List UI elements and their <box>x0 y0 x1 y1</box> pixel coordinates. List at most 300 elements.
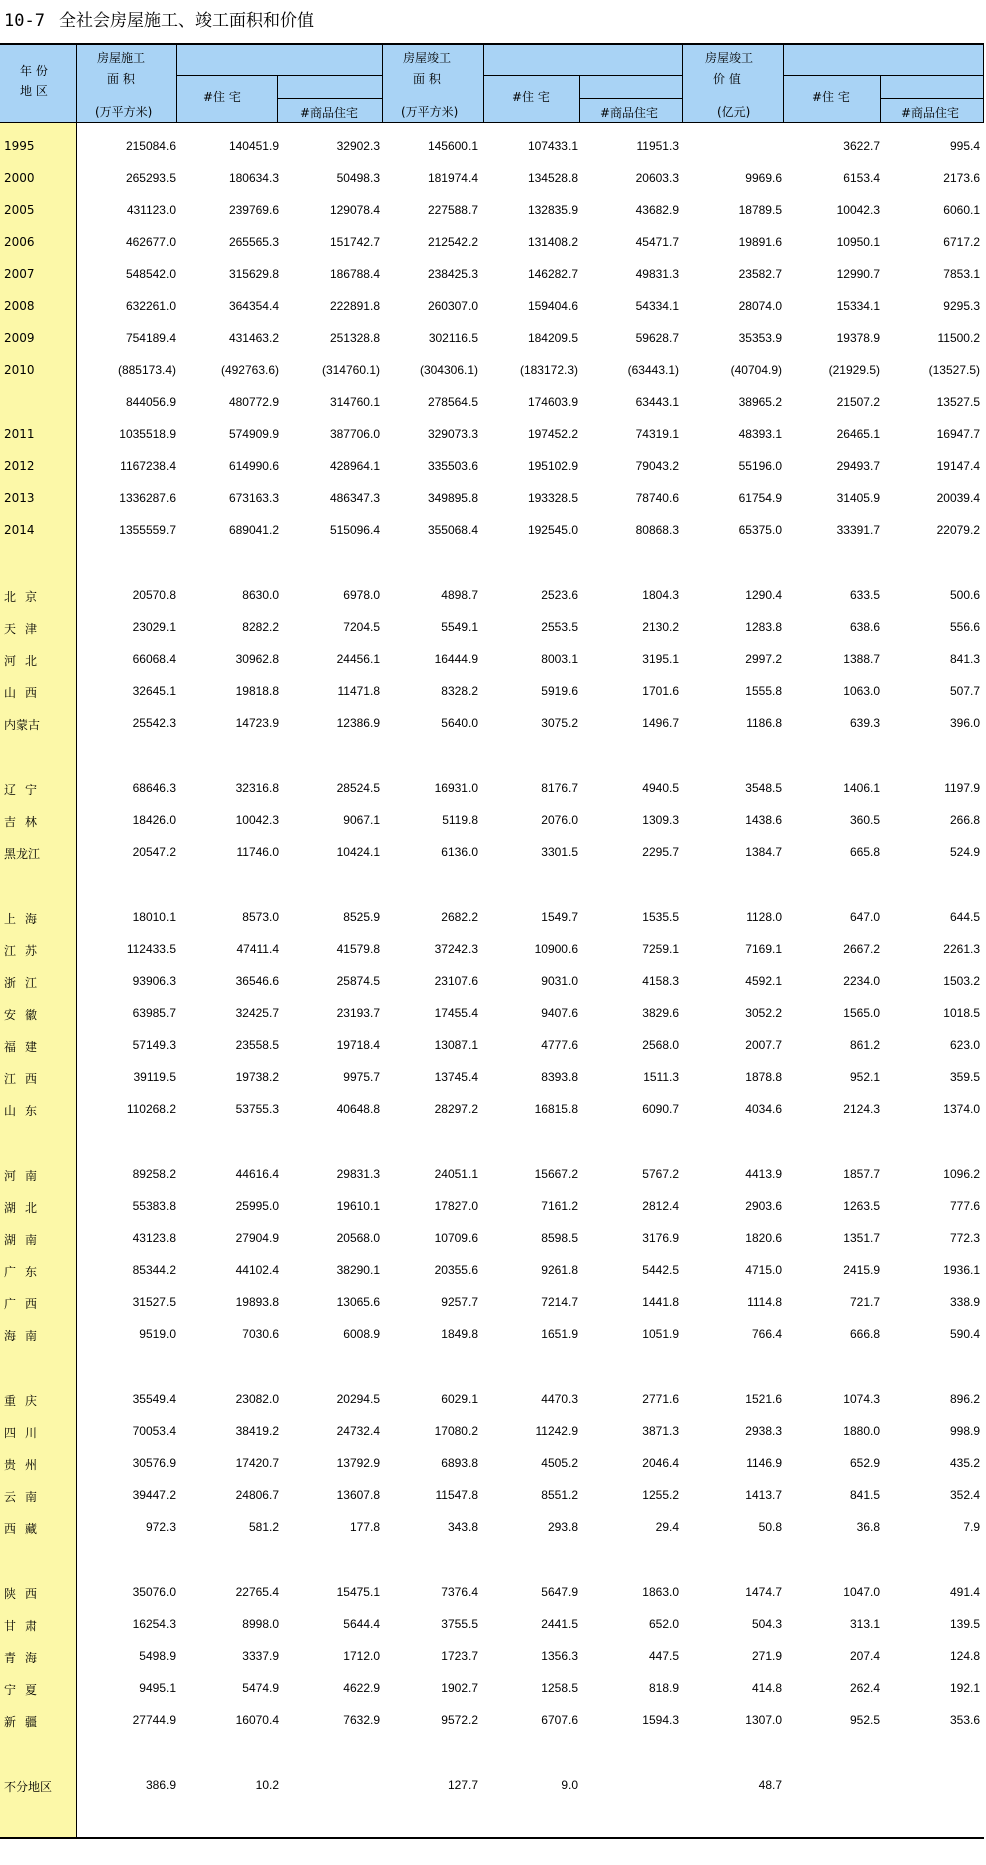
header-construction-commercial-wrap <box>278 76 383 123</box>
table-cell: 647.0 <box>849 910 880 924</box>
table-cell: 4898.7 <box>441 588 478 602</box>
table-cell: 39447.2 <box>132 1488 176 1502</box>
table-cell: 13087.1 <box>434 1038 478 1052</box>
table-cell: 107433.1 <box>527 139 578 153</box>
table-cell: 343.8 <box>447 1520 478 1534</box>
table-row <box>0 328 984 348</box>
table-cell: 260307.0 <box>427 299 478 313</box>
table-cell: 238425.3 <box>427 267 478 281</box>
table-cell: 6029.1 <box>441 1392 478 1406</box>
table-row <box>0 1453 984 1473</box>
table-cell: 6978.0 <box>343 588 380 602</box>
table-cell: 1549.7 <box>541 910 578 924</box>
table-cell: 19147.4 <box>936 459 980 473</box>
table-row <box>0 392 984 412</box>
table-cell: 414.8 <box>751 1681 782 1695</box>
table-cell: 1565.0 <box>843 1006 880 1020</box>
table-row <box>0 1646 984 1666</box>
table-cell: 20294.5 <box>336 1392 380 1406</box>
row-label: 江西 <box>4 1072 47 1086</box>
table-cell: 8328.2 <box>441 684 478 698</box>
header-construction-commercial: #商品住宅 <box>300 106 359 120</box>
row-label: 湖南 <box>4 1233 47 1247</box>
table-cell: 39119.5 <box>133 1070 176 1084</box>
table-cell: 41579.8 <box>336 942 380 956</box>
table-cell: 841.3 <box>949 652 980 666</box>
table-header <box>0 45 984 123</box>
table-cell: 2771.6 <box>642 1392 679 1406</box>
table-cell: 386.9 <box>145 1778 176 1792</box>
table-row <box>0 1067 984 1087</box>
table-cell: 21507.2 <box>836 395 880 409</box>
table-cell: 207.4 <box>849 1649 880 1663</box>
table-cell: 1880.0 <box>843 1424 880 1438</box>
table-cell: 1128.0 <box>746 910 782 924</box>
table-cell: 1114.8 <box>747 1295 782 1309</box>
table-cell: 556.6 <box>949 620 980 634</box>
table-row <box>0 778 984 798</box>
table-row <box>0 1582 984 1602</box>
table-row <box>0 713 984 733</box>
table-cell: 2938.3 <box>745 1424 782 1438</box>
table-cell: 1074.3 <box>843 1392 880 1406</box>
table-title: 全社会房屋施工、竣工面积和价值 <box>58 11 314 31</box>
header-construction-residential: #住 宅 <box>177 76 278 123</box>
table-cell: 112433.5 <box>126 942 176 956</box>
row-label: 辽宁 <box>4 783 47 797</box>
table-cell: 31527.5 <box>132 1295 176 1309</box>
table-cell: 952.1 <box>849 1070 880 1084</box>
table-row <box>0 1003 984 1023</box>
table-cell: 16947.7 <box>936 427 980 441</box>
table-cell: 23029.1 <box>132 620 176 634</box>
table-cell: 13745.4 <box>434 1070 478 1084</box>
table-cell: 1255.2 <box>642 1488 679 1502</box>
table-cell: 23107.6 <box>434 974 478 988</box>
table-cell: 16444.9 <box>434 652 478 666</box>
table-cell: 1849.8 <box>441 1327 478 1341</box>
header-year-region <box>0 45 77 123</box>
row-label: 2012 <box>4 459 35 473</box>
table-row <box>0 907 984 927</box>
table-row <box>0 488 984 508</box>
header-construction-title: 房屋施工 <box>97 51 146 65</box>
table-cell: 1521.6 <box>745 1392 782 1406</box>
header-completed-residential: #住 宅 <box>484 76 580 123</box>
table-cell: 435.2 <box>949 1456 980 1470</box>
table-cell: 2415.9 <box>843 1263 880 1277</box>
table-row <box>0 1099 984 1119</box>
table-cell: 1511.3 <box>643 1070 679 1084</box>
table-cell: 1374.0 <box>943 1102 980 1116</box>
table-cell: 2261.3 <box>943 942 980 956</box>
table-cell: 222891.8 <box>329 299 380 313</box>
table-row <box>0 520 984 540</box>
header-completed-title: 房屋竣工 <box>403 51 452 65</box>
table-cell: 65375.0 <box>738 523 782 537</box>
table-cell: 581.2 <box>248 1520 279 1534</box>
table-cell: 227588.7 <box>427 203 478 217</box>
row-label: 云南 <box>4 1490 47 1504</box>
table-cell: 28524.5 <box>336 781 380 795</box>
table-cell: 3829.6 <box>642 1006 679 1020</box>
table-cell: 23558.5 <box>235 1038 279 1052</box>
table-cell: 1384.7 <box>745 845 782 859</box>
table-cell: 2124.3 <box>843 1102 880 1116</box>
table-cell: 1441.8 <box>642 1295 679 1309</box>
table-cell: 3075.2 <box>541 716 578 730</box>
row-label: 四川 <box>4 1426 47 1440</box>
table-cell: 1406.1 <box>843 781 880 795</box>
table-cell: 1355559.7 <box>119 523 176 537</box>
table-cell: 302116.5 <box>428 331 478 345</box>
table-cell: 212542.2 <box>427 235 478 249</box>
table-cell: 29831.3 <box>336 1167 380 1181</box>
table-row <box>0 585 984 605</box>
table-cell: 314760.1 <box>329 395 380 409</box>
table-cell: 1555.8 <box>745 684 782 698</box>
table-cell: 1413.7 <box>745 1488 782 1502</box>
table-cell: 31405.9 <box>836 491 880 505</box>
table-cell: 24732.4 <box>336 1424 380 1438</box>
table-cell: 335503.6 <box>427 459 478 473</box>
table-cell: 12990.7 <box>836 267 880 281</box>
table-cell: 614990.6 <box>228 459 279 473</box>
header-completed-commercial: #商品住宅 <box>600 106 659 120</box>
table-cell: 1936.1 <box>943 1263 980 1277</box>
table-cell: 20039.4 <box>936 491 980 505</box>
table-cell: 480772.9 <box>228 395 279 409</box>
row-label: 陕西 <box>4 1587 47 1601</box>
table-cell: 45471.7 <box>635 235 679 249</box>
table-cell: 13607.8 <box>336 1488 380 1502</box>
table-cell: 4940.5 <box>642 781 679 795</box>
table-cell: 387706.0 <box>329 427 380 441</box>
table-cell: 47411.4 <box>236 942 279 956</box>
table-cell: 4622.9 <box>343 1681 380 1695</box>
table-cell: 12386.9 <box>336 716 380 730</box>
table-cell: 1535.5 <box>642 910 679 924</box>
table-cell: 24051.1 <box>434 1167 478 1181</box>
table-cell: 19891.6 <box>738 235 782 249</box>
header-completed-area-label: 面 积 <box>413 72 441 86</box>
row-label: 重庆 <box>4 1394 47 1408</box>
table-cell: 19718.4 <box>336 1038 380 1052</box>
table-cell: 5767.2 <box>642 1167 679 1181</box>
table-cell: 1309.3 <box>642 813 679 827</box>
table-cell: 18426.0 <box>132 813 176 827</box>
table-cell: 2812.4 <box>642 1199 679 1213</box>
table-cell: 2682.2 <box>441 910 478 924</box>
table-cell: 127.7 <box>447 1778 478 1792</box>
table-cell: 89258.2 <box>132 1167 176 1181</box>
row-label: 西藏 <box>4 1522 47 1536</box>
row-label: 2007 <box>4 267 35 281</box>
table-cell: 9975.7 <box>343 1070 380 1084</box>
table-cell: 818.9 <box>648 1681 679 1695</box>
table-row <box>0 1035 984 1055</box>
table-cell: 1723.7 <box>441 1649 478 1663</box>
table-cell: 1701.6 <box>642 684 679 698</box>
table-cell: 9495.1 <box>139 1681 176 1695</box>
table-cell: 7376.4 <box>441 1585 478 1599</box>
table-cell: 9572.2 <box>441 1713 478 1727</box>
table-cell: 6090.7 <box>642 1102 679 1116</box>
table-cell: 1496.7 <box>642 716 679 730</box>
table-cell: 186788.4 <box>329 267 380 281</box>
table-cell: 66068.4 <box>132 652 176 666</box>
table-cell: 70053.4 <box>132 1424 176 1438</box>
header-completed-span <box>484 45 683 76</box>
row-label: 河北 <box>4 654 47 668</box>
table-cell: 38290.1 <box>336 1263 380 1277</box>
header-year-label: 年 份 <box>20 64 48 78</box>
row-label: 2011 <box>4 427 35 441</box>
row-label: 天津 <box>4 622 47 636</box>
table-cell: 1051.9 <box>642 1327 679 1341</box>
row-label: 新疆 <box>4 1715 47 1729</box>
table-cell: 6707.6 <box>541 1713 578 1727</box>
table-cell: 396.0 <box>949 716 980 730</box>
table-row <box>0 424 984 444</box>
row-label: 福建 <box>4 1040 47 1054</box>
table-cell: 35549.4 <box>132 1392 176 1406</box>
table-row <box>0 971 984 991</box>
table-cell: 504.3 <box>751 1617 782 1631</box>
row-label: 广东 <box>4 1265 47 1279</box>
table-cell: 74319.1 <box>635 427 679 441</box>
table-cell: 1863.0 <box>642 1585 679 1599</box>
table-cell: 8998.0 <box>242 1617 279 1631</box>
table-cell: 2667.2 <box>843 942 880 956</box>
table-row <box>0 296 984 316</box>
table-cell: 15667.2 <box>534 1167 578 1181</box>
table-row <box>0 168 984 188</box>
table-cell: 6153.4 <box>843 171 880 185</box>
table-cell: 841.5 <box>849 1488 880 1502</box>
table-cell: 57149.3 <box>132 1038 176 1052</box>
table-cell: 462677.0 <box>125 235 176 249</box>
table-cell: 17455.4 <box>434 1006 478 1020</box>
table-cell: 590.4 <box>949 1327 980 1341</box>
row-label: 2014 <box>4 523 35 537</box>
table-cell: 5644.4 <box>343 1617 380 1631</box>
table-cell: 3301.5 <box>541 845 578 859</box>
header-construction-area-label: 面 积 <box>107 72 135 86</box>
table-cell: 33391.7 <box>836 523 880 537</box>
bottom-rule <box>0 1837 984 1839</box>
table-cell: 293.8 <box>547 1520 578 1534</box>
table-cell: 500.6 <box>949 588 980 602</box>
table-cell: 43123.8 <box>132 1231 176 1245</box>
table-cell: 754189.4 <box>125 331 176 345</box>
table-cell: 22079.2 <box>936 523 980 537</box>
table-cell: 93906.3 <box>132 974 176 988</box>
table-cell: (21929.5) <box>828 363 880 377</box>
header-completed-area <box>383 45 484 123</box>
table-cell: 8176.7 <box>541 781 578 795</box>
table-cell: 35353.9 <box>738 331 782 345</box>
table-cell: 180634.3 <box>228 171 279 185</box>
row-label: 2005 <box>4 203 35 217</box>
table-cell: 447.5 <box>648 1649 679 1663</box>
table-cell: 952.5 <box>849 1713 880 1727</box>
table-cell: 192.1 <box>949 1681 980 1695</box>
table-cell: 49831.3 <box>635 267 679 281</box>
row-label: 安徽 <box>4 1008 47 1022</box>
table-cell: 8598.5 <box>541 1231 578 1245</box>
table-cell: 146282.7 <box>527 267 578 281</box>
table-cell: 666.8 <box>849 1327 880 1341</box>
table-row <box>0 1775 984 1795</box>
header-value-title: 房屋竣工 <box>705 51 754 65</box>
table-cell: 23582.7 <box>738 267 782 281</box>
table-cell: 673163.3 <box>228 491 279 505</box>
table-cell: 1063.0 <box>843 684 880 698</box>
table-cell: 25995.0 <box>235 1199 279 1213</box>
table-cell: 524.9 <box>949 845 980 859</box>
table-cell: 35076.0 <box>132 1585 176 1599</box>
table-row <box>0 1228 984 1248</box>
table-cell: 3337.9 <box>242 1649 279 1663</box>
table-cell: 1047.0 <box>843 1585 880 1599</box>
table-row <box>0 1678 984 1698</box>
table-cell: 507.7 <box>949 684 980 698</box>
table-cell: 491.4 <box>949 1585 980 1599</box>
table-cell: 2568.0 <box>642 1038 679 1052</box>
table-cell: 632261.0 <box>125 299 176 313</box>
table-cell: (13527.5) <box>928 363 980 377</box>
table-cell: 7.9 <box>963 1520 980 1534</box>
table-cell: 515096.4 <box>329 523 380 537</box>
row-label: 不分地区 <box>4 1780 53 1794</box>
table-cell: 7259.1 <box>642 942 679 956</box>
table-cell: 7161.2 <box>541 1199 578 1213</box>
table-cell: 20355.6 <box>434 1263 478 1277</box>
table-cell: 1804.3 <box>642 588 679 602</box>
table-cell: 7853.1 <box>943 267 980 281</box>
table-cell: 19893.8 <box>235 1295 279 1309</box>
table-cell: 43682.9 <box>635 203 679 217</box>
table-row <box>0 456 984 476</box>
table-cell: 4034.6 <box>745 1102 782 1116</box>
table-cell: 5549.1 <box>441 620 478 634</box>
row-label: 湖北 <box>4 1201 47 1215</box>
table-cell: 17080.2 <box>434 1424 478 1438</box>
table-cell: 2173.6 <box>943 171 980 185</box>
header-value-residential: #住 宅 <box>784 76 881 123</box>
table-cell: 1902.7 <box>441 1681 478 1695</box>
table-row <box>0 939 984 959</box>
table-cell: 9519.0 <box>139 1327 176 1341</box>
table-cell: 29493.7 <box>836 459 880 473</box>
table-cell: 1290.4 <box>745 588 782 602</box>
table-cell: 38965.2 <box>738 395 782 409</box>
table-row <box>0 1324 984 1344</box>
table-cell: 4470.3 <box>541 1392 578 1406</box>
row-label: 山东 <box>4 1104 47 1118</box>
table-cell: 1594.3 <box>642 1713 679 1727</box>
table-cell: 1503.2 <box>943 974 980 988</box>
header-value-unit: (亿元) <box>717 105 751 119</box>
table-cell: 181974.4 <box>427 171 478 185</box>
table-cell: 197452.2 <box>527 427 578 441</box>
table-cell: 151742.7 <box>329 235 380 249</box>
table-row <box>0 136 984 156</box>
table-cell: 6136.0 <box>441 845 478 859</box>
table-row <box>0 810 984 830</box>
table-cell: 15334.1 <box>836 299 880 313</box>
table-cell: 37242.3 <box>434 942 478 956</box>
table-cell: 431123.0 <box>126 203 176 217</box>
table-cell: 11242.9 <box>535 1424 578 1438</box>
table-cell: 11951.3 <box>636 139 679 153</box>
table-cell: 271.9 <box>751 1649 782 1663</box>
row-label: 2008 <box>4 299 35 313</box>
table-cell: 140451.9 <box>228 139 279 153</box>
table-cell: 48.7 <box>758 1778 782 1792</box>
table-cell: 3052.2 <box>745 1006 782 1020</box>
header-completed-value <box>683 45 784 123</box>
table-cell: 3871.3 <box>642 1424 679 1438</box>
row-label: 甘肃 <box>4 1619 47 1633</box>
table-cell: 55196.0 <box>738 459 782 473</box>
table-cell: 772.3 <box>949 1231 980 1245</box>
table-cell: 19738.2 <box>235 1070 279 1084</box>
table-row <box>0 681 984 701</box>
table-cell: (183172.3) <box>519 363 578 377</box>
table-cell: 3195.1 <box>642 652 679 666</box>
table-cell: 22765.4 <box>235 1585 279 1599</box>
table-row <box>0 1260 984 1280</box>
table-cell: 329073.3 <box>427 427 478 441</box>
table-cell: 5442.5 <box>642 1263 679 1277</box>
table-cell: 16254.3 <box>132 1617 176 1631</box>
row-label: 广西 <box>4 1297 47 1311</box>
table-cell: 1146.9 <box>746 1456 782 1470</box>
table-cell: 1820.6 <box>745 1231 782 1245</box>
table-cell: 63443.1 <box>635 395 679 409</box>
table-cell: 134528.8 <box>527 171 578 185</box>
table-cell: 4158.3 <box>642 974 679 988</box>
table-cell: 24456.1 <box>336 652 380 666</box>
table-cell: 20603.3 <box>635 171 679 185</box>
table-cell: 19378.9 <box>836 331 880 345</box>
table-cell: (492763.6) <box>220 363 279 377</box>
table-cell: 192545.0 <box>527 523 578 537</box>
table-cell: 7204.5 <box>343 620 380 634</box>
table-cell: 1712.0 <box>343 1649 380 1663</box>
table-cell: 8003.1 <box>541 652 578 666</box>
table-cell: 19818.8 <box>235 684 279 698</box>
table-row <box>0 617 984 637</box>
table-cell: 13065.6 <box>336 1295 380 1309</box>
table-cell: 48393.1 <box>738 427 782 441</box>
table-cell: 9067.1 <box>343 813 380 827</box>
table-row <box>0 1389 984 1409</box>
table-cell: 623.0 <box>949 1038 980 1052</box>
table-row <box>0 1292 984 1312</box>
table-cell: 159404.6 <box>527 299 578 313</box>
table-cell: 4413.9 <box>745 1167 782 1181</box>
header-construction-area <box>77 45 177 123</box>
table-cell: 25542.3 <box>132 716 176 730</box>
table-cell: 9031.0 <box>541 974 578 988</box>
table-cell: 638.6 <box>849 620 880 634</box>
table-cell: 5640.0 <box>441 716 478 730</box>
table-cell: 1651.9 <box>541 1327 578 1341</box>
table-cell: 63985.7 <box>132 1006 176 1020</box>
